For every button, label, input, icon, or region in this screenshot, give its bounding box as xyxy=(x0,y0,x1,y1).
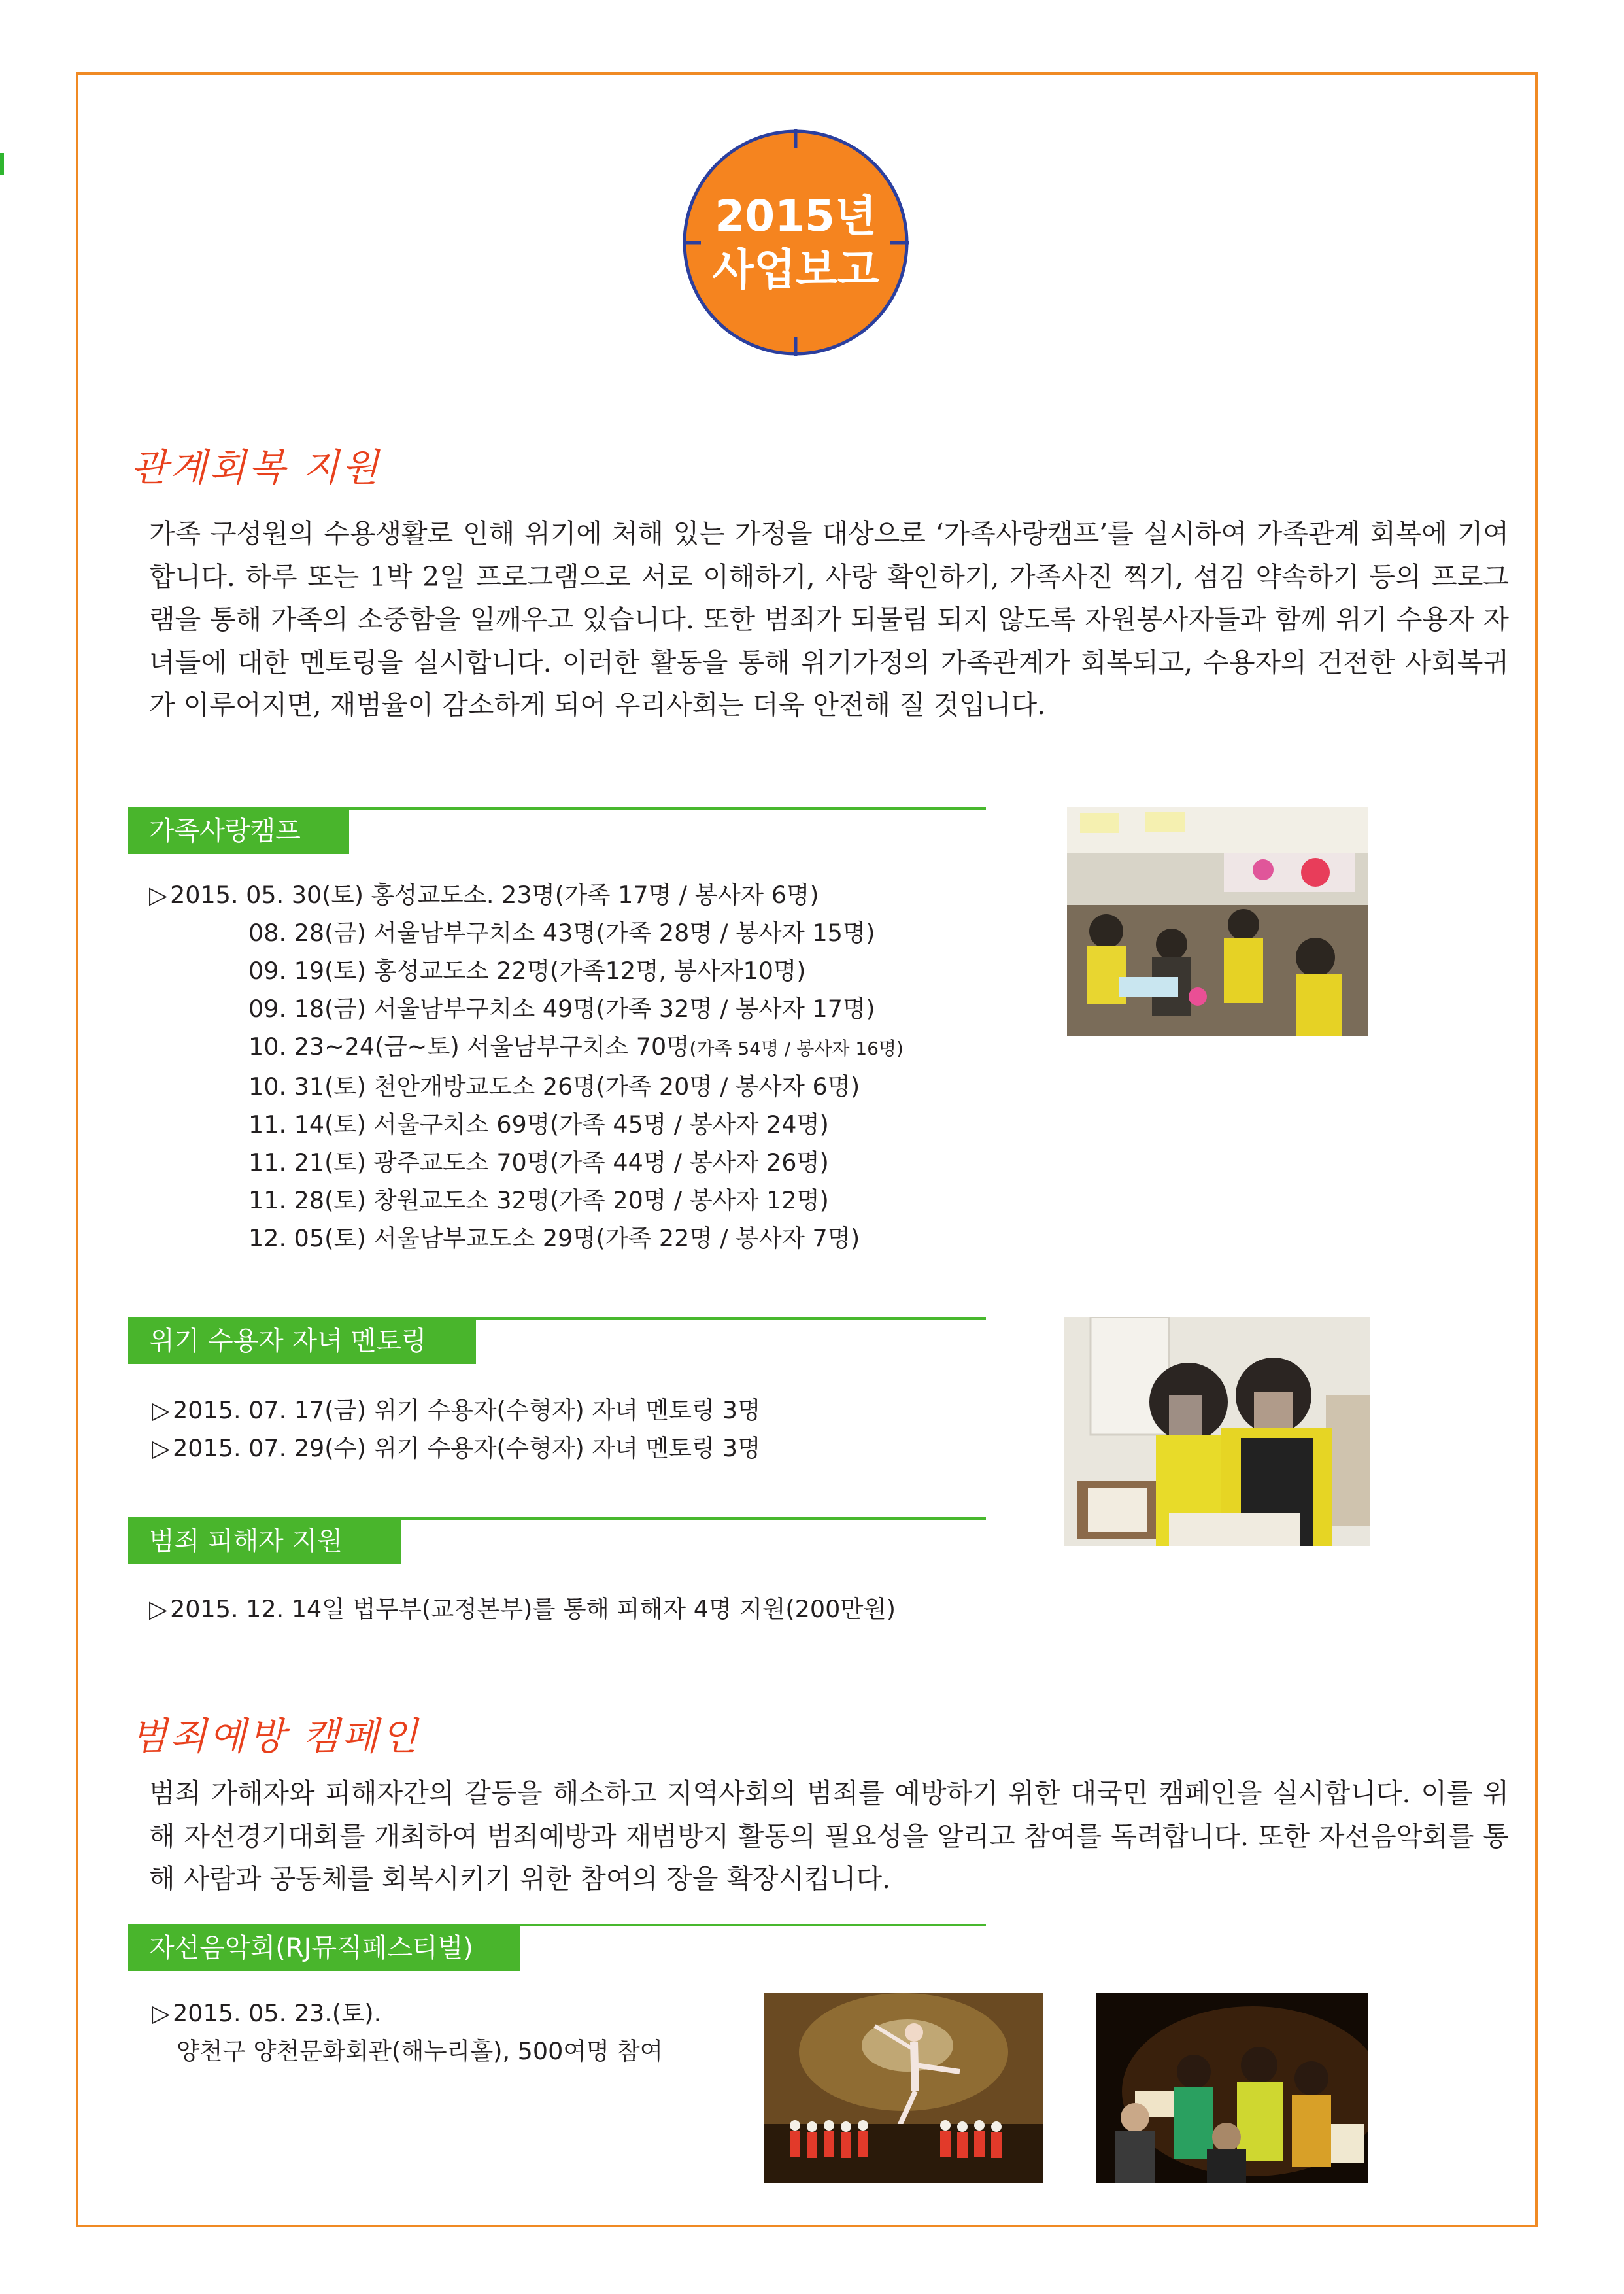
concert-photo-choir xyxy=(1096,1993,1368,2183)
triangle-icon: ▷ xyxy=(152,1434,171,1462)
triangle-icon: ▷ xyxy=(149,1595,168,1623)
list-item: 11. 21(토) 광주교도소 70명(가족 44명 / 봉사자 26명) xyxy=(248,1148,829,1176)
badge-year: 2015년 xyxy=(715,191,877,241)
section-paragraph-campaign: 범죄 가해자와 피해자간의 갈등을 해소하고 지역사회의 범죄를 예방하기 위한 대국민 캠페인을 실시합니다. 이를 위해 자선경기대회를 개최하여 범죄예방과 재범방지 활동의 필요성을 알리고 참여를 독려합니다. 또한 자선음악회를 통해 사람과 공동체를 회복시키기 위한 참여의 장을 확장시킵니다. xyxy=(149,1777,1509,1894)
list-item: 09. 19(토) 홍성교도소 22명(가족12명, 봉사자10명) xyxy=(248,957,806,985)
concert-photo-ballet xyxy=(764,1993,1043,2183)
section-heading-relationship: 관계회복 지원 xyxy=(131,445,381,490)
list-item: ▷ 2015. 07. 17(금) 위기 수용자(수형자) 자녀 멘토링 3명 xyxy=(152,1392,760,1429)
badge-title xyxy=(680,190,911,297)
list-item: ▷ 2015. 12. 14일 법무부(교정본부)를 통해 피해자 4명 지원(200만원) xyxy=(149,1590,896,1628)
section-paragraph-relationship: 가족 구성원의 수용생활로 인해 위기에 처해 있는 가정을 대상으로 ‘가족사랑캠프’를 실시하여 가족관계 회복에 기여합니다. 하루 또는 1박 2일 프로그램으로 서로 이해하기, 사랑 확인하기, 가족사진 찍기, 섬김 약속하기 등의 프로그램을 통해 가족의 소중함을 일깨우고 있습니다. 또한 범죄가 되물림 되지 않도록 자원봉사자들과 함께 위기 수용자 자녀들에 대한 멘토링을 실시합니다. 이러한 활동을 통해 위기가정의 가족관계가 회복되고, 수용자의 건전한 사회복귀가 이루어지면, 재범율이 감소하게 되어 우리사회는 더욱 안전해 질 것입니다. xyxy=(149,518,1509,721)
list-item: 양천구 양천문화회관(해누리홀), 500여명 참여 xyxy=(177,2037,663,2065)
list-item: ▷ 2015. 05. 23.(토). xyxy=(152,1994,663,2032)
camp-tag: 가족사랑캠프 xyxy=(128,808,349,854)
badge-label: 사업보고 xyxy=(712,245,879,295)
list-item: 11. 28(토) 창원교도소 32명(가족 20명 / 봉사자 12명) xyxy=(248,1186,829,1214)
list-item: ▷ 2015. 07. 29(수) 위기 수용자(수형자) 자녀 멘토링 3명 xyxy=(152,1429,760,1467)
list-item: 08. 28(금) 서울남부구치소 43명(가족 28명 / 봉사자 15명) xyxy=(248,919,875,947)
camp-photo xyxy=(1067,807,1368,1036)
list-item: 09. 18(금) 서울남부구치소 49명(가족 32명 / 봉사자 17명) xyxy=(248,995,875,1023)
triangle-icon: ▷ xyxy=(152,1999,171,2027)
edge-mark xyxy=(0,153,4,175)
camp-list xyxy=(149,876,904,1258)
concert-list xyxy=(152,1994,663,2070)
victim-list xyxy=(149,1590,896,1628)
mentoring-list xyxy=(152,1392,760,1467)
concert-tag: 자선음악회(RJ뮤직페스티벌) xyxy=(128,1925,520,1971)
mentoring-tag: 위기 수용자 자녀 멘토링 xyxy=(128,1318,476,1364)
list-item: 11. 14(토) 서울구치소 69명(가족 45명 / 봉사자 24명) xyxy=(248,1110,829,1138)
section-heading-campaign: 범죄예방 캠페인 xyxy=(131,1714,420,1758)
list-item: ▷ 2015. 05. 30(토) 홍성교도소. 23명(가족 17명 / 봉사자 6명) xyxy=(149,876,904,914)
victim-tag: 범죄 피해자 지원 xyxy=(128,1518,401,1564)
mentoring-photo xyxy=(1064,1317,1370,1546)
list-item: 10. 31(토) 천안개방교도소 26명(가족 20명 / 봉사자 6명) xyxy=(248,1072,860,1101)
list-item: 10. 23~24(금~토) 서울남부구치소 70명(가족 54명 / 봉사자 16명) xyxy=(248,1033,904,1061)
list-item: 12. 05(토) 서울남부교도소 29명(가족 22명 / 봉사자 7명) xyxy=(248,1224,860,1252)
triangle-icon: ▷ xyxy=(152,1396,171,1424)
triangle-icon: ▷ xyxy=(149,881,168,909)
